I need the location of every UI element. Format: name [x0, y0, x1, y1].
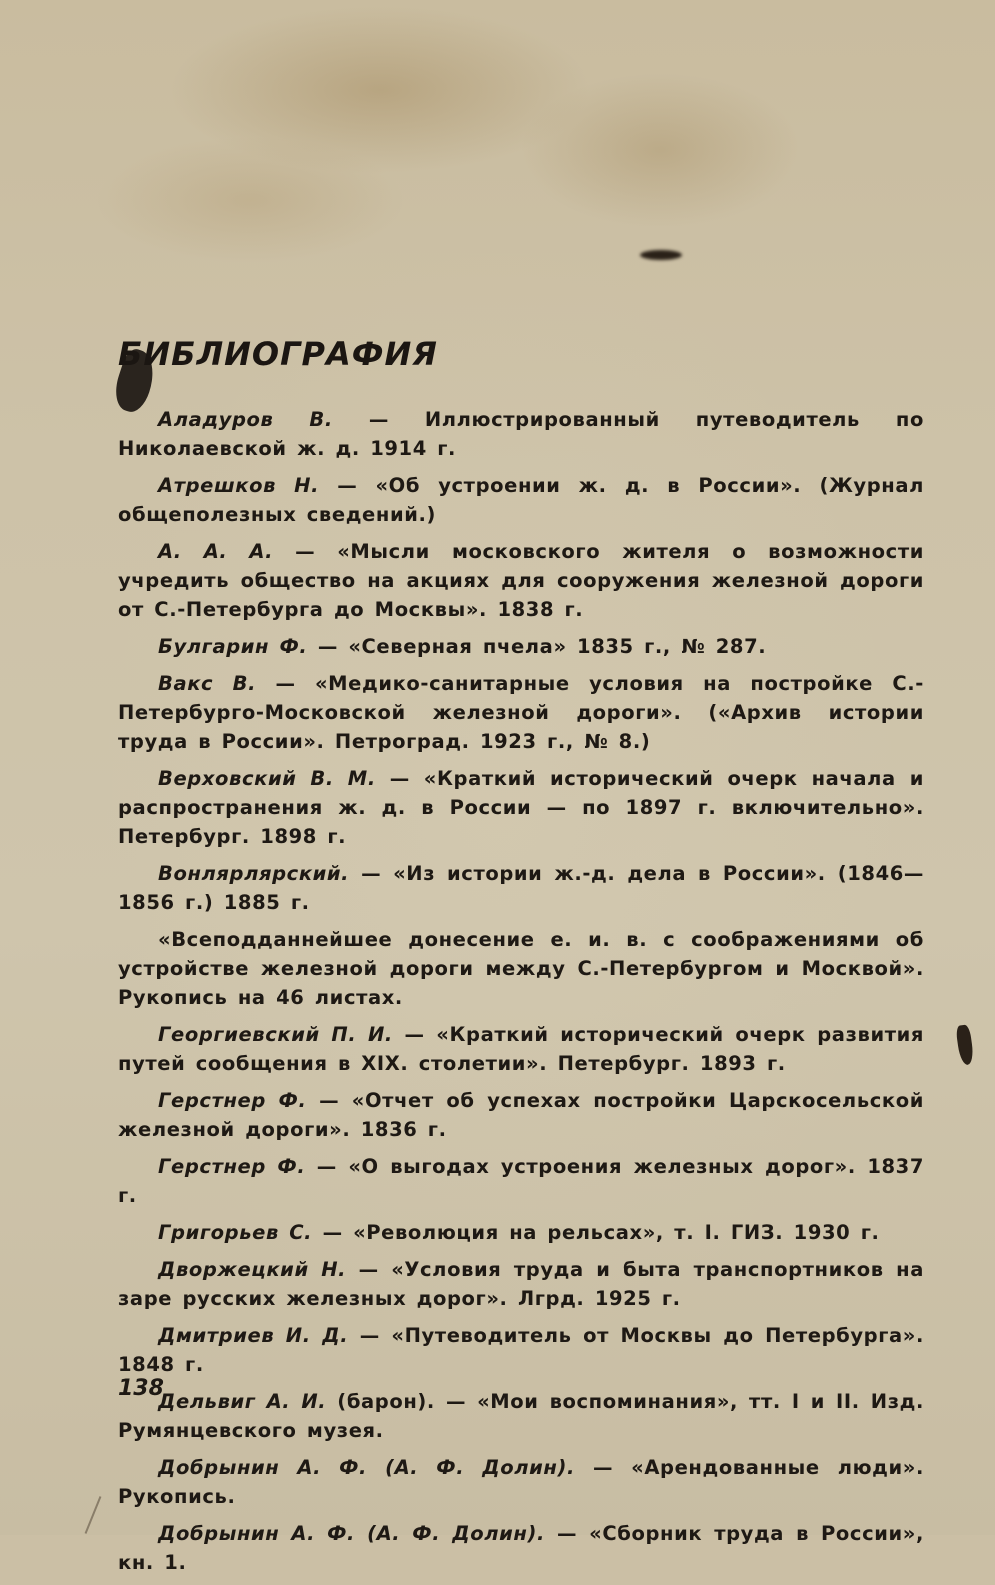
bibliography-entry [118, 1453, 924, 1511]
entry-text: — «Краткий исторический очерк начала и распространения ж. д. в России — по 1897 г. включительно». Петербург. 1898 г. [118, 767, 924, 848]
bibliography-entry [118, 1519, 924, 1577]
bibliography-entry [118, 405, 924, 463]
entry-text: — «Об устроении ж. д. в России». (Журнал общеполезных сведений.) [118, 474, 925, 526]
bibliography-entry [118, 1086, 924, 1144]
bibliography-entry [118, 859, 924, 917]
ink-stain [955, 1024, 974, 1066]
entry-text: — «Путеводитель от Москвы до Петербурга». 1848 г. [118, 1324, 924, 1376]
bibliography-entry [118, 669, 924, 756]
entry-author: Вонлярлярский. [158, 862, 350, 885]
entry-text: — «Мысли московского жителя о возможности учредить общество на акциях для сооружения железной дороги от С.-Петербурга до Москвы». 1838 г. [118, 540, 924, 621]
entry-author: Григорьев С. [158, 1221, 313, 1244]
page-scratch [85, 1496, 102, 1534]
entry-text: «Всеподданнейшее донесение е. и. в. с соображениями об устройстве железной дороги между С.-Петербургом и Москвой». Рукопись на 46 листах. [118, 928, 924, 1009]
entry-author: Герстнер Ф. [158, 1089, 307, 1112]
entry-author: Атрешков Н. [158, 474, 320, 497]
entry-text: — «Революция на рельсах», т. I. ГИЗ. 1930 г. [312, 1221, 880, 1244]
bibliography-entry [118, 764, 924, 851]
entry-author: Дельвиг А. И. [158, 1390, 327, 1413]
entry-author: Вакс В. [158, 672, 257, 695]
entry-text: — «Из истории ж.-д. дела в России». (1846—1856 г.) 1885 г. [118, 862, 924, 914]
entry-author: Дворжецкий Н. [158, 1258, 347, 1281]
page-number: 138 [118, 1376, 164, 1401]
bibliography-entry [118, 925, 924, 1012]
entry-author: Добрынин А. Ф. (А. Ф. Долин). [158, 1456, 575, 1479]
entry-text: — Иллюстрированный путеводитель по Николаевской ж. д. 1914 г. [118, 408, 924, 460]
bibliography-entry [118, 632, 924, 661]
bibliography-entry [118, 1218, 924, 1247]
bibliography-entry [118, 1255, 924, 1313]
bibliography-entry [118, 1387, 924, 1445]
entry-text: — «Сборник труда в России», кн. 1. [118, 1522, 924, 1574]
entry-author: Дмитриев И. Д. [158, 1324, 349, 1347]
bibliography-list [118, 405, 924, 1585]
entry-author: Аладуров В. [158, 408, 333, 431]
entry-text: — «О выгодах устроения железных дорог». 1837 г. [118, 1155, 925, 1207]
entry-text: — «Условия труда и быта транспортников на заре русских железных дорог». Лгрд. 1925 г. [118, 1258, 924, 1310]
entry-text: — «Арендованные люди». Рукопись. [118, 1456, 924, 1508]
page-heading: БИБЛИОГРАФИЯ [118, 335, 438, 373]
entry-text: — «Северная пчела» 1835 г., № 287. [307, 635, 767, 658]
entry-author: Верховский В. М. [158, 767, 376, 790]
bibliography-entry [118, 1321, 924, 1379]
entry-text: — «Краткий исторический очерк развития путей сообщения в XIX. столетии». Петербург. 1893 г. [118, 1023, 924, 1075]
ink-stain [640, 250, 682, 260]
bibliography-entry [118, 1152, 924, 1210]
entry-text: — «Отчет об успехах постройки Царскосельской железной дороги». 1836 г. [118, 1089, 924, 1141]
bibliography-entry [118, 537, 924, 624]
entry-author: А. А. А. [158, 540, 274, 563]
entry-text: — «Медико-санитарные условия на постройке С.-Петербурго-Московской железной дороги». («Архив истории труда в России». Петроград. 1923 г., № 8.) [118, 672, 924, 753]
entry-author: Герстнер Ф. [158, 1155, 306, 1178]
bibliography-entry [118, 471, 924, 529]
entry-author: Булгарин Ф. [158, 635, 308, 658]
entry-text: (барон). — «Мои воспоминания», тт. I и II. Изд. Румянцевского музея. [118, 1390, 924, 1442]
bibliography-entry [118, 1020, 924, 1078]
entry-author: Георгиевский П. И. [158, 1023, 393, 1046]
entry-author: Добрынин А. Ф. (А. Ф. Долин). [158, 1522, 545, 1545]
